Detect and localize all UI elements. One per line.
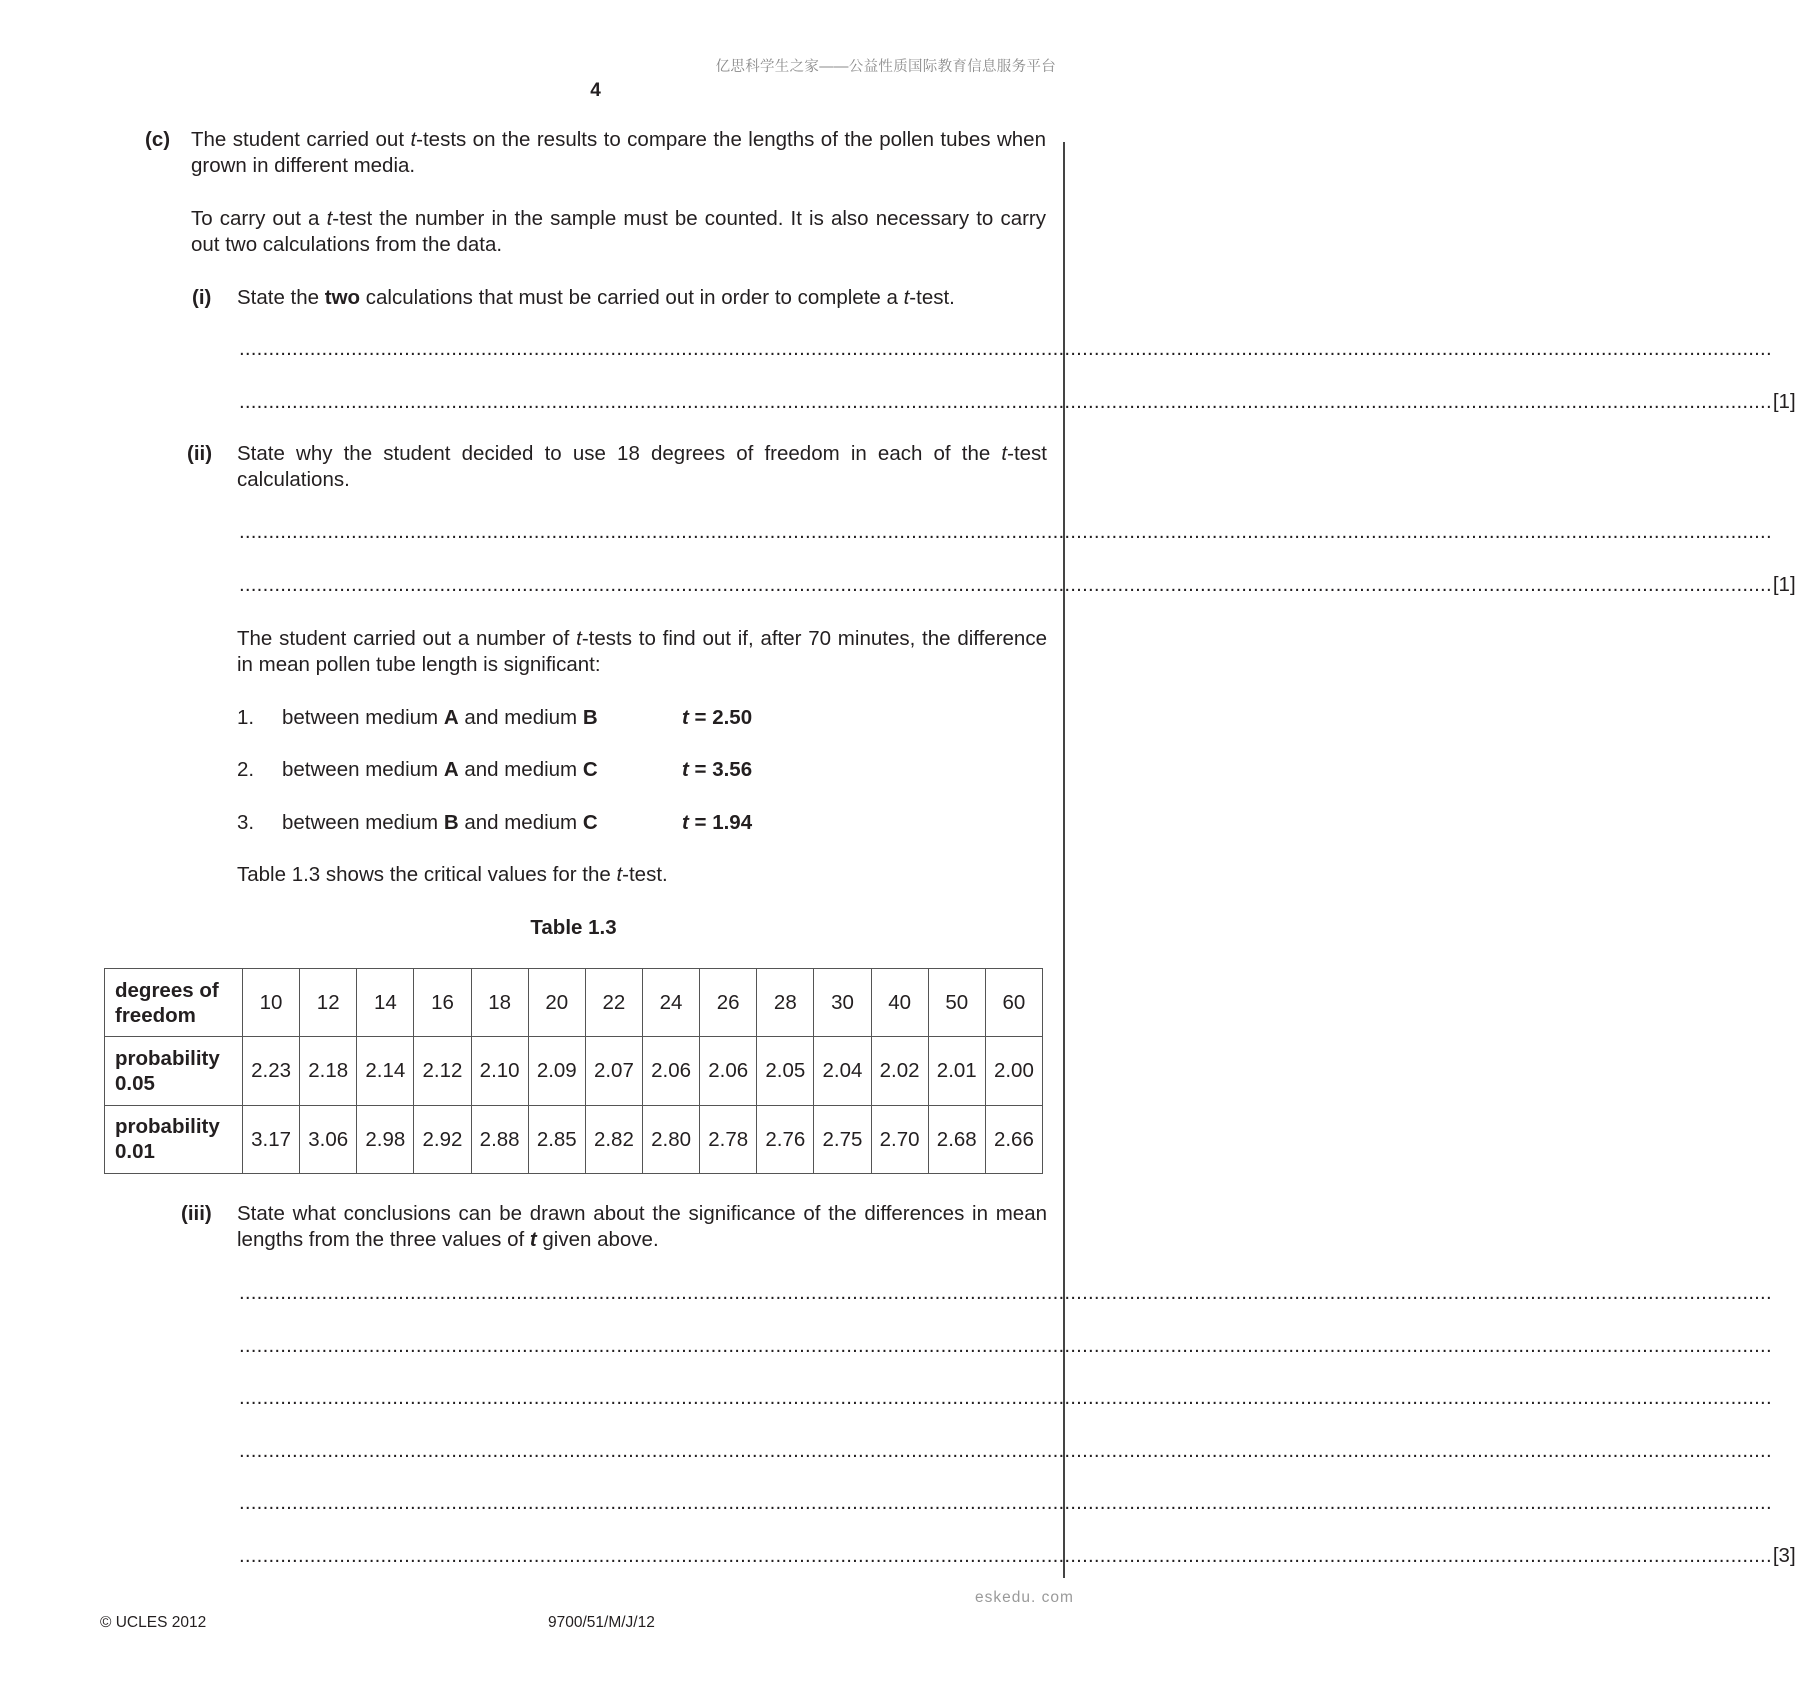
footer-watermark: eskedu. com bbox=[975, 1589, 1074, 1606]
table-cell: 2.88 bbox=[471, 1105, 528, 1173]
table-cell: 20 bbox=[528, 969, 585, 1037]
list-item: 3. between medium B and medium C t = 1.94 bbox=[237, 811, 753, 834]
part-c-intro-2: To carry out a t-test the number in the sample must be counted. It is also necessary to carry out two calculations from the data. bbox=[191, 207, 1046, 256]
dotted-line: .................................................................................................................................................................................................................................................................... bbox=[239, 1544, 1772, 1567]
dotted-line: .................................................................................................................................................................................................................................................................... bbox=[239, 1281, 1772, 1304]
row-header-line: freedom bbox=[115, 1003, 196, 1027]
answer-line-iii-6[interactable] bbox=[239, 1543, 1796, 1569]
answer-line-iii-5[interactable] bbox=[239, 1490, 1772, 1516]
row-header bbox=[105, 1105, 243, 1173]
mark-allocation: [1] bbox=[1772, 573, 1796, 596]
list-item: 1. between medium A and medium B t = 2.50 bbox=[237, 706, 753, 729]
question-iii-label: (iii) bbox=[181, 1202, 212, 1225]
dotted-line: .................................................................................................................................................................................................................................................................... bbox=[239, 390, 1772, 413]
table-cell: 2.80 bbox=[642, 1105, 699, 1173]
table-cell: 2.06 bbox=[642, 1037, 699, 1105]
question-i-label: (i) bbox=[192, 286, 212, 309]
table-cell: 2.92 bbox=[414, 1105, 471, 1173]
table-cell: 28 bbox=[757, 969, 814, 1037]
table-cell: 30 bbox=[814, 969, 871, 1037]
table-cell: 2.82 bbox=[585, 1105, 642, 1173]
copyright: © UCLES 2012 bbox=[100, 1614, 207, 1631]
list-item: 2. between medium A and medium C t = 3.56 bbox=[237, 758, 753, 781]
table-cell: 2.68 bbox=[928, 1105, 985, 1173]
row-header bbox=[105, 1037, 243, 1105]
answer-line-i-1[interactable] bbox=[239, 336, 1772, 362]
answer-line-iii-1[interactable] bbox=[239, 1280, 1772, 1306]
part-c-label: (c) bbox=[145, 128, 171, 151]
table-cell: 50 bbox=[928, 969, 985, 1037]
row-header-line: probability bbox=[115, 1115, 220, 1139]
question-ii-label: (ii) bbox=[187, 442, 213, 465]
table-cell: 2.23 bbox=[243, 1037, 300, 1105]
table-row bbox=[105, 969, 1043, 1037]
table-cell: 10 bbox=[243, 969, 300, 1037]
row-header-line: 0.05 bbox=[115, 1071, 155, 1095]
row-header-line: 0.01 bbox=[115, 1140, 155, 1164]
table-cell: 2.18 bbox=[300, 1037, 357, 1105]
table-cell: 2.14 bbox=[357, 1037, 414, 1105]
dotted-line: .................................................................................................................................................................................................................................................................... bbox=[239, 573, 1772, 596]
mark-allocation: [3] bbox=[1772, 1544, 1796, 1567]
table-cell: 24 bbox=[642, 969, 699, 1037]
table-row bbox=[105, 1037, 1043, 1105]
table-cell: 2.12 bbox=[414, 1037, 471, 1105]
table-intro: Table 1.3 shows the critical values for the t-test. bbox=[237, 863, 668, 886]
question-ii-text: State why the student decided to use 18 degrees of freedom in each of the t-test calculations. bbox=[237, 442, 1047, 491]
table-cell: 12 bbox=[300, 969, 357, 1037]
table-cell: 2.75 bbox=[814, 1105, 871, 1173]
answer-line-iii-4[interactable] bbox=[239, 1438, 1772, 1464]
table-cell: 2.85 bbox=[528, 1105, 585, 1173]
question-iii-text: State what conclusions can be drawn about the significance of the differences in mean lengths from the three values of t given above. bbox=[237, 1202, 1047, 1251]
table-cell: 18 bbox=[471, 969, 528, 1037]
table-cell: 2.66 bbox=[985, 1105, 1042, 1173]
table-cell: 2.98 bbox=[357, 1105, 414, 1173]
answer-line-ii-1[interactable] bbox=[239, 519, 1772, 545]
table-cell: 14 bbox=[357, 969, 414, 1037]
table-cell: 2.07 bbox=[585, 1037, 642, 1105]
critical-values-table bbox=[104, 968, 1043, 1174]
table-cell: 2.76 bbox=[757, 1105, 814, 1173]
row-header bbox=[105, 969, 243, 1037]
table-cell: 60 bbox=[985, 969, 1042, 1037]
table-cell: 40 bbox=[871, 969, 928, 1037]
table-cell: 2.06 bbox=[700, 1037, 757, 1105]
paper-code: 9700/51/M/J/12 bbox=[548, 1614, 655, 1631]
part-c-intro-1: The student carried out t-tests on the results to compare the lengths of the pollen tubes when grown in different media. bbox=[191, 128, 1046, 177]
table-cell: 2.78 bbox=[700, 1105, 757, 1173]
question-i-text: State the two calculations that must be carried out in order to complete a t-test. bbox=[237, 286, 955, 309]
row-header-line: degrees of bbox=[115, 978, 219, 1002]
table-cell: 2.01 bbox=[928, 1037, 985, 1105]
answer-line-iii-3[interactable] bbox=[239, 1385, 1772, 1411]
table-cell: 2.00 bbox=[985, 1037, 1042, 1105]
answer-line-iii-2[interactable] bbox=[239, 1333, 1772, 1359]
table-cell: 3.06 bbox=[300, 1105, 357, 1173]
dotted-line: .................................................................................................................................................................................................................................................................... bbox=[239, 1334, 1772, 1357]
row-header-line: probability bbox=[115, 1046, 220, 1070]
context-text: The student carried out a number of t-tests to find out if, after 70 minutes, the difference in mean pollen tube length is significant: bbox=[237, 627, 1047, 676]
dotted-line: .................................................................................................................................................................................................................................................................... bbox=[239, 337, 1772, 360]
table-cell: 16 bbox=[414, 969, 471, 1037]
table-cell: 2.70 bbox=[871, 1105, 928, 1173]
table-title: Table 1.3 bbox=[530, 916, 617, 939]
table-cell: 2.09 bbox=[528, 1037, 585, 1105]
table-cell: 22 bbox=[585, 969, 642, 1037]
table-cell: 2.05 bbox=[757, 1037, 814, 1105]
answer-line-ii-2[interactable] bbox=[239, 572, 1796, 598]
table-cell: 2.04 bbox=[814, 1037, 871, 1105]
table-cell: 2.02 bbox=[871, 1037, 928, 1105]
mark-allocation: [1] bbox=[1772, 390, 1796, 413]
table-cell: 3.17 bbox=[243, 1105, 300, 1173]
dotted-line: .................................................................................................................................................................................................................................................................... bbox=[239, 1439, 1772, 1462]
table-cell: 26 bbox=[700, 969, 757, 1037]
page-number: 4 bbox=[590, 80, 601, 101]
table-row bbox=[105, 1105, 1043, 1173]
header-watermark: 亿思科学生之家——公益性质国际教育信息服务平台 bbox=[715, 59, 1056, 75]
dotted-line: .................................................................................................................................................................................................................................................................... bbox=[239, 1491, 1772, 1514]
dotted-line: .................................................................................................................................................................................................................................................................... bbox=[239, 520, 1772, 543]
answer-line-i-2[interactable] bbox=[239, 389, 1796, 415]
table-cell: 2.10 bbox=[471, 1037, 528, 1105]
dotted-line: .................................................................................................................................................................................................................................................................... bbox=[239, 1386, 1772, 1409]
